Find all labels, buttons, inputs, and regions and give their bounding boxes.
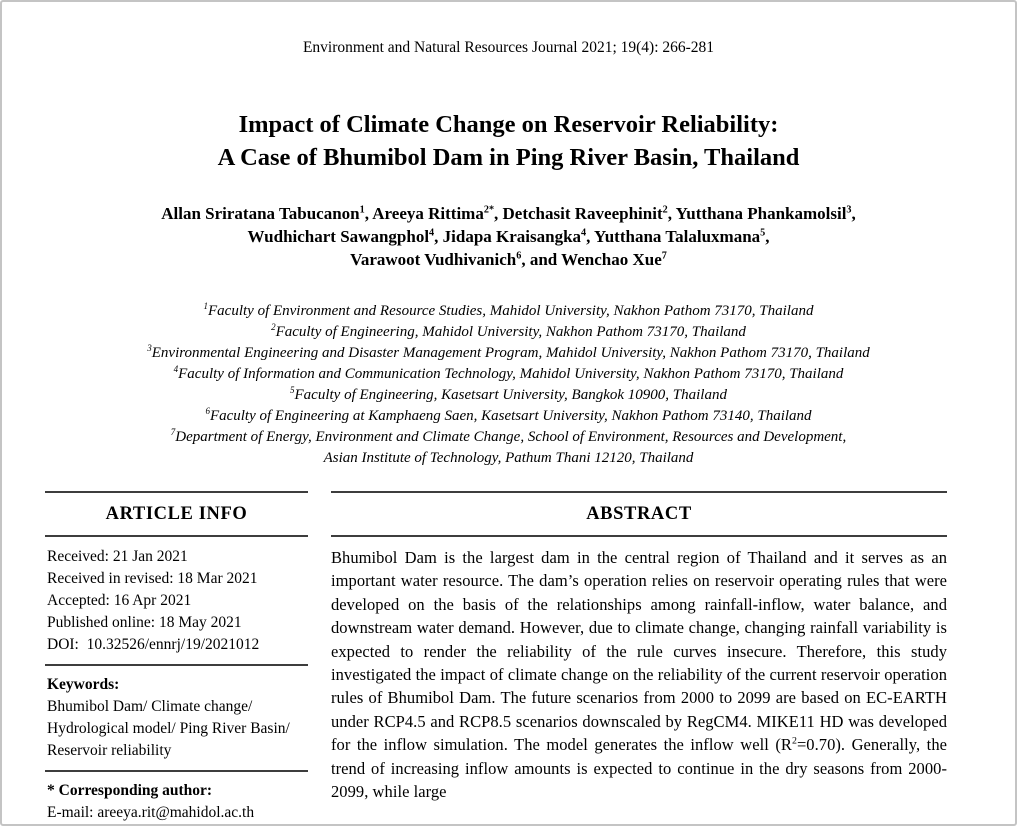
affiliation-list [2,301,1015,469]
article-info-panel [45,491,308,824]
keywords-label: Keywords: [47,676,120,693]
abstract-heading: ABSTRACT [586,504,692,524]
received-date: Received: 21 Jan 2021 [47,548,188,565]
author-line: Varawoot Vudhivanich$^6$, and Wenchao Xue$^7$ [350,250,667,269]
published-date: Published online: 18 May 2021 [47,614,242,631]
article-dates-block [45,537,308,664]
affiliation-line: $^3$Environmental Engineering and Disaster Management Program, Mahidol University, Nakhon Pathom 73170, Thailand [147,343,870,361]
doi: DOI: 10.32526/ennrj/19/2021012 [47,636,260,653]
article-info-heading: ARTICLE INFO [105,504,248,524]
corresponding-author-email: E-mail: areeya.rit@mahidol.ac.th [47,804,255,821]
keywords-block [45,666,308,770]
author-line: Allan Sriratana Tabucanon$^1$, Areeya Rittima$^{2*}$, Detchasit Raveephinit$^2$, Yutthana Phankamolsil$^3$, [161,204,856,223]
accepted-date: Accepted: 16 Apr 2021 [47,592,192,609]
corresponding-author-block [45,772,308,824]
affiliation-line: Asian Institute of Technology, Pathum Thani 12120, Thailand [323,450,694,466]
article-title [2,108,1015,174]
journal-header: Environment and Natural Resources Journal 2021; 19(4): 266-281 [302,39,715,56]
affiliation-line: $^1$Faculty of Environment and Resource Studies, Mahidol University, Nakhon Pathom 73170, Thailand [203,301,814,319]
article-title-line2: A Case of Bhumibol Dam in Ping River Basin, Thailand [217,144,800,171]
abstract-panel [331,491,947,824]
revised-date: Received in revised: 18 Mar 2021 [47,570,258,587]
column-gap [308,491,331,824]
affiliation-line: $^2$Faculty of Engineering, Mahidol University, Nakhon Pathom 73170, Thailand [271,322,746,340]
corresponding-author-label: * Corresponding author: [47,782,213,799]
affiliation-line: $^5$Faculty of Engineering, Kasetsart University, Bangkok 10900, Thailand [290,385,727,403]
affiliation-line: $^4$Faculty of Information and Communication Technology, Mahidol University, Nakhon Pathom 73170, Thailand [173,364,844,382]
affiliation-line: $^6$Faculty of Engineering at Kamphaeng Saen, Kasetsart University, Nakhon Pathom 73140, Thailand [205,406,812,424]
author-list [2,202,1015,271]
keywords-text: Bhumibol Dam/ Climate change/ Hydrological model/ Ping River Basin/ Reservoir reliability [47,698,290,759]
two-column-section [45,491,947,824]
author-line: Wudhichart Sawangphol$^4$, Jidapa Kraisangka$^4$, Yutthana Talaluxmana$^5$, [247,227,770,246]
abstract-text: Bhumibol Dam is the largest dam in the central region of Thailand and it serves as an important water resource. The dam’s operation relies on reservoir operating rules that were developed on the basis of the relationships among rainfall-inflow, water balance, and downstream water demand. However, due to climate change, changing rainfall variability is expected to render the reliability of the rule curves insecure. Therefore, this study investigated the impact of climate change on the reliability of the current reservoir operation rules of Bhumibol Dam. The future scenarios from 2000 to 2099 are based on EC-EARTH under RCP4.5 and RCP8.5 scenarios downscaled by RegCM4. MIKE11 HD was developed for the inflow simulation. The model generates the inflow well $(R^2=0.70)$. Generally, the trend of increasing inflow amounts is expected to continue in the dry seasons from 2000-2099, while large [331,548,947,802]
affiliation-line: $^7$Department of Energy, Environment and Climate Change, School of Environment, Resources and Development, [170,427,847,445]
article-title-line1: Impact of Climate Change on Reservoir Reliability: [238,111,779,138]
